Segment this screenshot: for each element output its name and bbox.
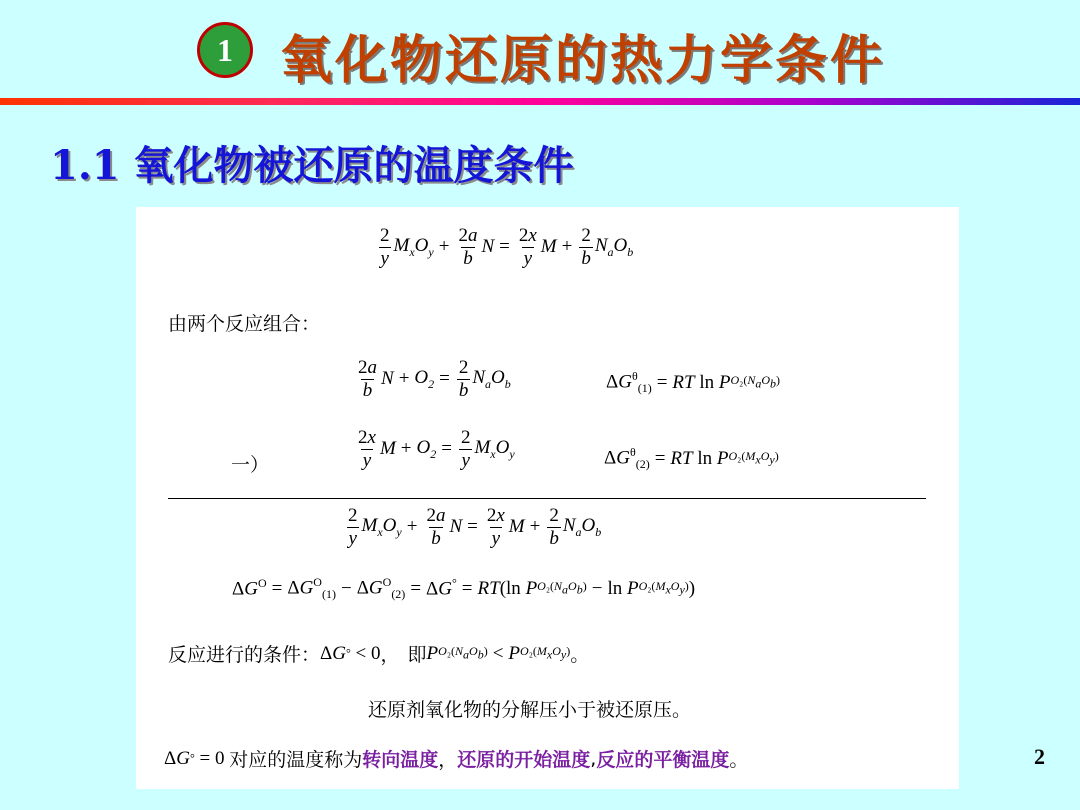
section-number-badge <box>197 22 253 78</box>
delta-g-1: $\Delta G^\theta_{(1)}$ = RT ln P $O_2(N_aO_b)$ <box>606 369 781 396</box>
term-start-temperature: 还原的开始温度 <box>457 749 591 771</box>
condition-label: 反应进行的条件： <box>168 644 321 666</box>
conclusion-text: 还原剂氧化物的分解压小于被还原压。 <box>368 699 692 721</box>
term-turning-temperature: 转向温度 <box>362 749 439 771</box>
reaction-2: $\frac{2x}{y}$ M + $O_2$ = $\frac{2}{y}$ $M_xO_y$ <box>358 427 515 471</box>
slide-subtitle: 1.1 氧化物被还原的温度条件 <box>50 142 574 189</box>
reaction-1: $\frac{2a}{b}$ N + $O_2$ = $\frac{2}{b}$ $N_aO_b$ <box>358 357 511 401</box>
delta-g-zero: Δ G ° = 0 <box>164 747 230 769</box>
delta-g-relation: $\Delta G^O$ = $\Delta G^O_{(1)}$ − $\Delta G^O_{(2)}$ = ΔG° = RT (ln P $O_2(N_aO_b)$ − ln P $O_2(M_xO_y)$ ) <box>232 575 696 602</box>
definition-prefix: 对应的温度称为 <box>229 749 363 771</box>
overall-reaction-top: $\frac{2}{y}$ $M_xO_y$ + $\frac{2a}{b}$ N = $\frac{2x}{y}$ M + $\frac{2}{b}$ $N_aO_b$ <box>380 225 634 269</box>
combine-label: 由两个反应组合： <box>168 313 321 335</box>
condition-ji: 即 <box>407 644 427 666</box>
gradient-divider <box>0 98 1080 105</box>
condition-line <box>168 640 589 667</box>
definition-line <box>164 745 748 772</box>
equation-panel <box>136 207 959 789</box>
section-number: 1 <box>217 32 233 68</box>
term-equilibrium-temperature: 反应的平衡温度 <box>596 749 730 771</box>
overall-reaction-result: $\frac{2}{y}$ $M_xO_y$ + $\frac{2a}{b}$ N = $\frac{2x}{y}$ M + $\frac{2}{b}$ $N_aO_b$ <box>348 505 602 549</box>
definition-period: 。 <box>729 749 749 771</box>
definition-comma: ， <box>438 749 458 771</box>
condition-end: 。 <box>570 644 590 666</box>
definition-comma-2: , <box>590 747 597 770</box>
delta-g-2: $\Delta G^\theta_{(2)}$ = RT ln P $O_2(M_xO_y)$ <box>604 445 779 472</box>
condition-sep: ， <box>380 644 400 666</box>
minus-label: 一） <box>231 454 270 476</box>
page-number: 2 <box>1034 744 1045 769</box>
subtraction-line <box>168 498 926 499</box>
condition-inequality: Δ G ° < 0 <box>320 642 381 664</box>
slide-title: 氧化物还原的热力学条件 <box>280 31 886 91</box>
pressure-inequality: P $O_2(N_aO_b)$ < P $O_2(M_xO_y)$ <box>426 642 571 664</box>
